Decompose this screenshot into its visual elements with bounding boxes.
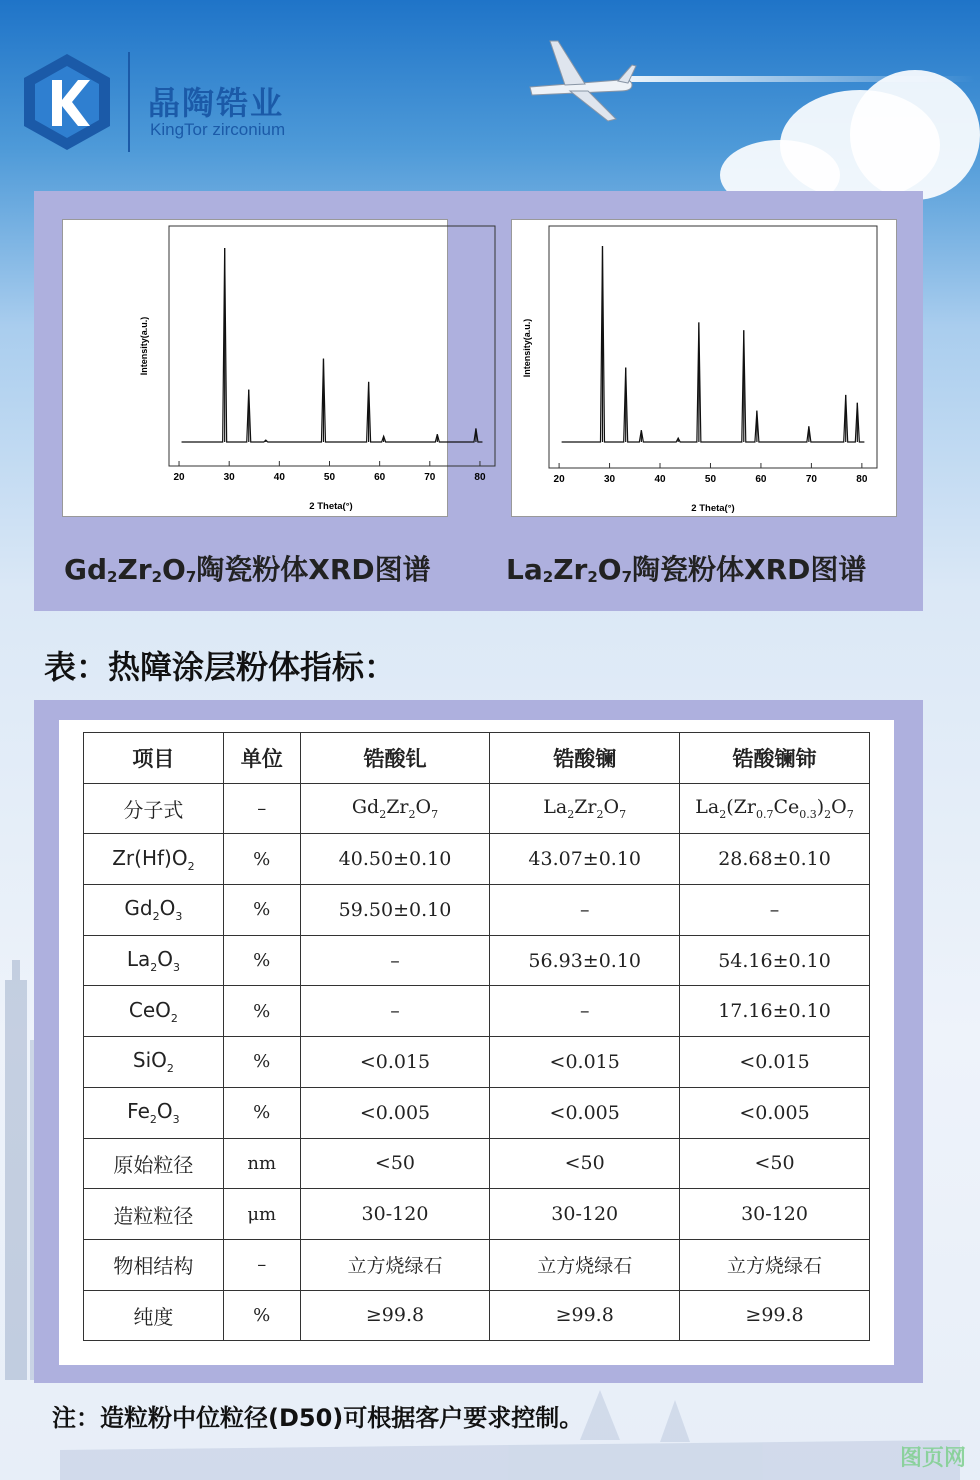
xrd-chart-gd	[62, 219, 486, 517]
x-tick-label: 40	[273, 472, 285, 483]
value-lace: ≥99.8	[680, 1290, 870, 1341]
row-item: 原始粒径	[84, 1138, 224, 1189]
value-la: ≥99.8	[490, 1290, 680, 1341]
value-lace: 立方烧绿石	[680, 1239, 870, 1290]
value-la: –	[490, 986, 680, 1037]
plot-frame	[549, 226, 877, 468]
table-row	[84, 1239, 870, 1290]
xrd-chart-la	[511, 219, 897, 517]
x-tick-label: 30	[223, 472, 235, 483]
row-unit: nm	[223, 1138, 300, 1189]
row-unit: %	[223, 1087, 300, 1138]
value-la: 立方烧绿石	[490, 1239, 680, 1290]
row-item: $La_2O_3$	[84, 935, 224, 986]
x-tick-label: 60	[374, 472, 386, 483]
row-unit: μm	[223, 1189, 300, 1240]
brand-name-en: KingTor zirconium	[150, 120, 286, 139]
row-unit: %	[223, 1290, 300, 1341]
row-item: $Fe_2O_3$	[84, 1087, 224, 1138]
header-la: 锆酸镧	[490, 733, 680, 784]
value-gd: ≥99.8	[300, 1290, 490, 1341]
xrd-chart-la-svg	[512, 220, 890, 518]
value-lace: <0.015	[680, 1037, 870, 1088]
x-tick-label: 40	[654, 474, 666, 485]
row-unit: –	[223, 783, 300, 834]
row-unit: %	[223, 986, 300, 1037]
table-header-row	[84, 733, 870, 784]
table-row	[84, 935, 870, 986]
table-row	[84, 986, 870, 1037]
value-gd: 30-120	[300, 1189, 490, 1240]
value-gd: <0.015	[300, 1037, 490, 1088]
watermark: 图页网	[899, 1446, 966, 1471]
row-unit: %	[223, 1037, 300, 1088]
x-tick-label: 80	[856, 474, 868, 485]
value-lace: 28.68±0.10	[680, 834, 870, 885]
value-lace: <0.005	[680, 1087, 870, 1138]
row-item: 纯度	[84, 1290, 224, 1341]
x-tick-label: 80	[474, 472, 486, 483]
table-row	[84, 885, 870, 936]
row-item: 分子式	[84, 783, 224, 834]
plot-frame	[169, 226, 495, 466]
xrd-trace-gd	[182, 248, 483, 442]
cloud	[850, 70, 980, 200]
row-item: SiO$_2$	[84, 1037, 224, 1088]
row-unit: %	[223, 885, 300, 936]
table-row	[84, 1087, 870, 1138]
kingtor-logo	[22, 52, 112, 152]
value-gd: –	[300, 986, 490, 1037]
formula-lace: $La_2(Zr_{0.7}Ce_{0.3})_2O_7$	[680, 783, 870, 834]
header-gd: 锆酸钆	[300, 733, 490, 784]
header-unit: 单位	[223, 733, 300, 784]
x-tick-label: 50	[323, 472, 336, 483]
x-axis-ticks	[554, 463, 868, 485]
value-gd: <0.005	[300, 1087, 490, 1138]
value-lace: 17.16±0.10	[680, 986, 870, 1037]
row-unit: %	[223, 834, 300, 885]
table-row	[84, 783, 870, 834]
value-la: 56.93±0.10	[490, 935, 680, 986]
value-gd: 立方烧绿石	[300, 1239, 490, 1290]
value-gd: –	[300, 935, 490, 986]
value-la: <50	[490, 1138, 680, 1189]
value-la: <0.005	[490, 1087, 680, 1138]
spec-table	[83, 732, 870, 1341]
formula-la: $La_2Zr_2O_7$	[490, 783, 680, 834]
x-tick-label: 30	[603, 474, 616, 485]
row-item: $Zr(Hf)O_2$	[84, 834, 224, 885]
value-lace: –	[680, 885, 870, 936]
value-la: –	[490, 885, 680, 936]
xrd-chart-gd-svg	[63, 220, 486, 518]
contrail	[630, 76, 975, 82]
header-lace: 锆酸镧铈	[680, 733, 870, 784]
x-tick-label: 60	[755, 474, 767, 485]
logo-divider	[128, 52, 130, 152]
section-title: 表：热障涂层粉体指标：	[44, 648, 397, 686]
value-gd: 40.50±0.10	[300, 834, 490, 885]
value-la: 43.07±0.10	[490, 834, 680, 885]
row-unit: –	[223, 1239, 300, 1290]
table-row	[84, 1189, 870, 1240]
table-row	[84, 1138, 870, 1189]
row-unit: %	[223, 935, 300, 986]
x-tick-label: 70	[805, 474, 817, 485]
x-tick-label: 20	[553, 474, 565, 485]
row-item: 造粒粒径	[84, 1189, 224, 1240]
value-la: <0.015	[490, 1037, 680, 1088]
row-item: 物相结构	[84, 1239, 224, 1290]
value-gd: 59.50±0.10	[300, 885, 490, 936]
row-item: $Gd_2O_3$	[84, 885, 224, 936]
row-item: CeO$_2$	[84, 986, 224, 1037]
airplane-icon	[520, 35, 640, 125]
x-tick-label: 20	[173, 472, 185, 483]
formula-gd: $Gd_2Zr_2O_7$	[300, 783, 490, 834]
xrd-caption-la: $La_2Zr_2O_7$陶瓷粉体XRD图谱	[506, 553, 867, 586]
table-row	[84, 1037, 870, 1088]
x-axis-label: 2 Theta(°)	[309, 501, 353, 512]
y-axis-label: Intensity(a.u.)	[139, 316, 149, 376]
table-row	[84, 834, 870, 885]
table-row	[84, 1290, 870, 1341]
value-la: 30-120	[490, 1189, 680, 1240]
x-axis-ticks	[173, 461, 485, 483]
value-gd: <50	[300, 1138, 490, 1189]
xrd-trace-la	[562, 246, 865, 442]
value-lace: 54.16±0.10	[680, 935, 870, 986]
brand-name-cn: 晶陶锆业	[148, 84, 285, 122]
xrd-caption-gd: $Gd_2Zr_2O_7$陶瓷粉体XRD图谱	[64, 553, 431, 586]
value-lace: 30-120	[680, 1189, 870, 1240]
value-lace: <50	[680, 1138, 870, 1189]
x-tick-label: 50	[704, 474, 717, 485]
y-axis-label: Intensity(a.u.)	[522, 318, 532, 378]
table-body	[84, 834, 870, 1341]
footnote: 注：造粒粉中位粒径(D50)可根据客户要求控制。	[52, 1404, 584, 1432]
x-axis-label: 2 Theta(°)	[691, 503, 735, 514]
x-tick-label: 70	[424, 472, 436, 483]
header-item: 项目	[84, 733, 224, 784]
